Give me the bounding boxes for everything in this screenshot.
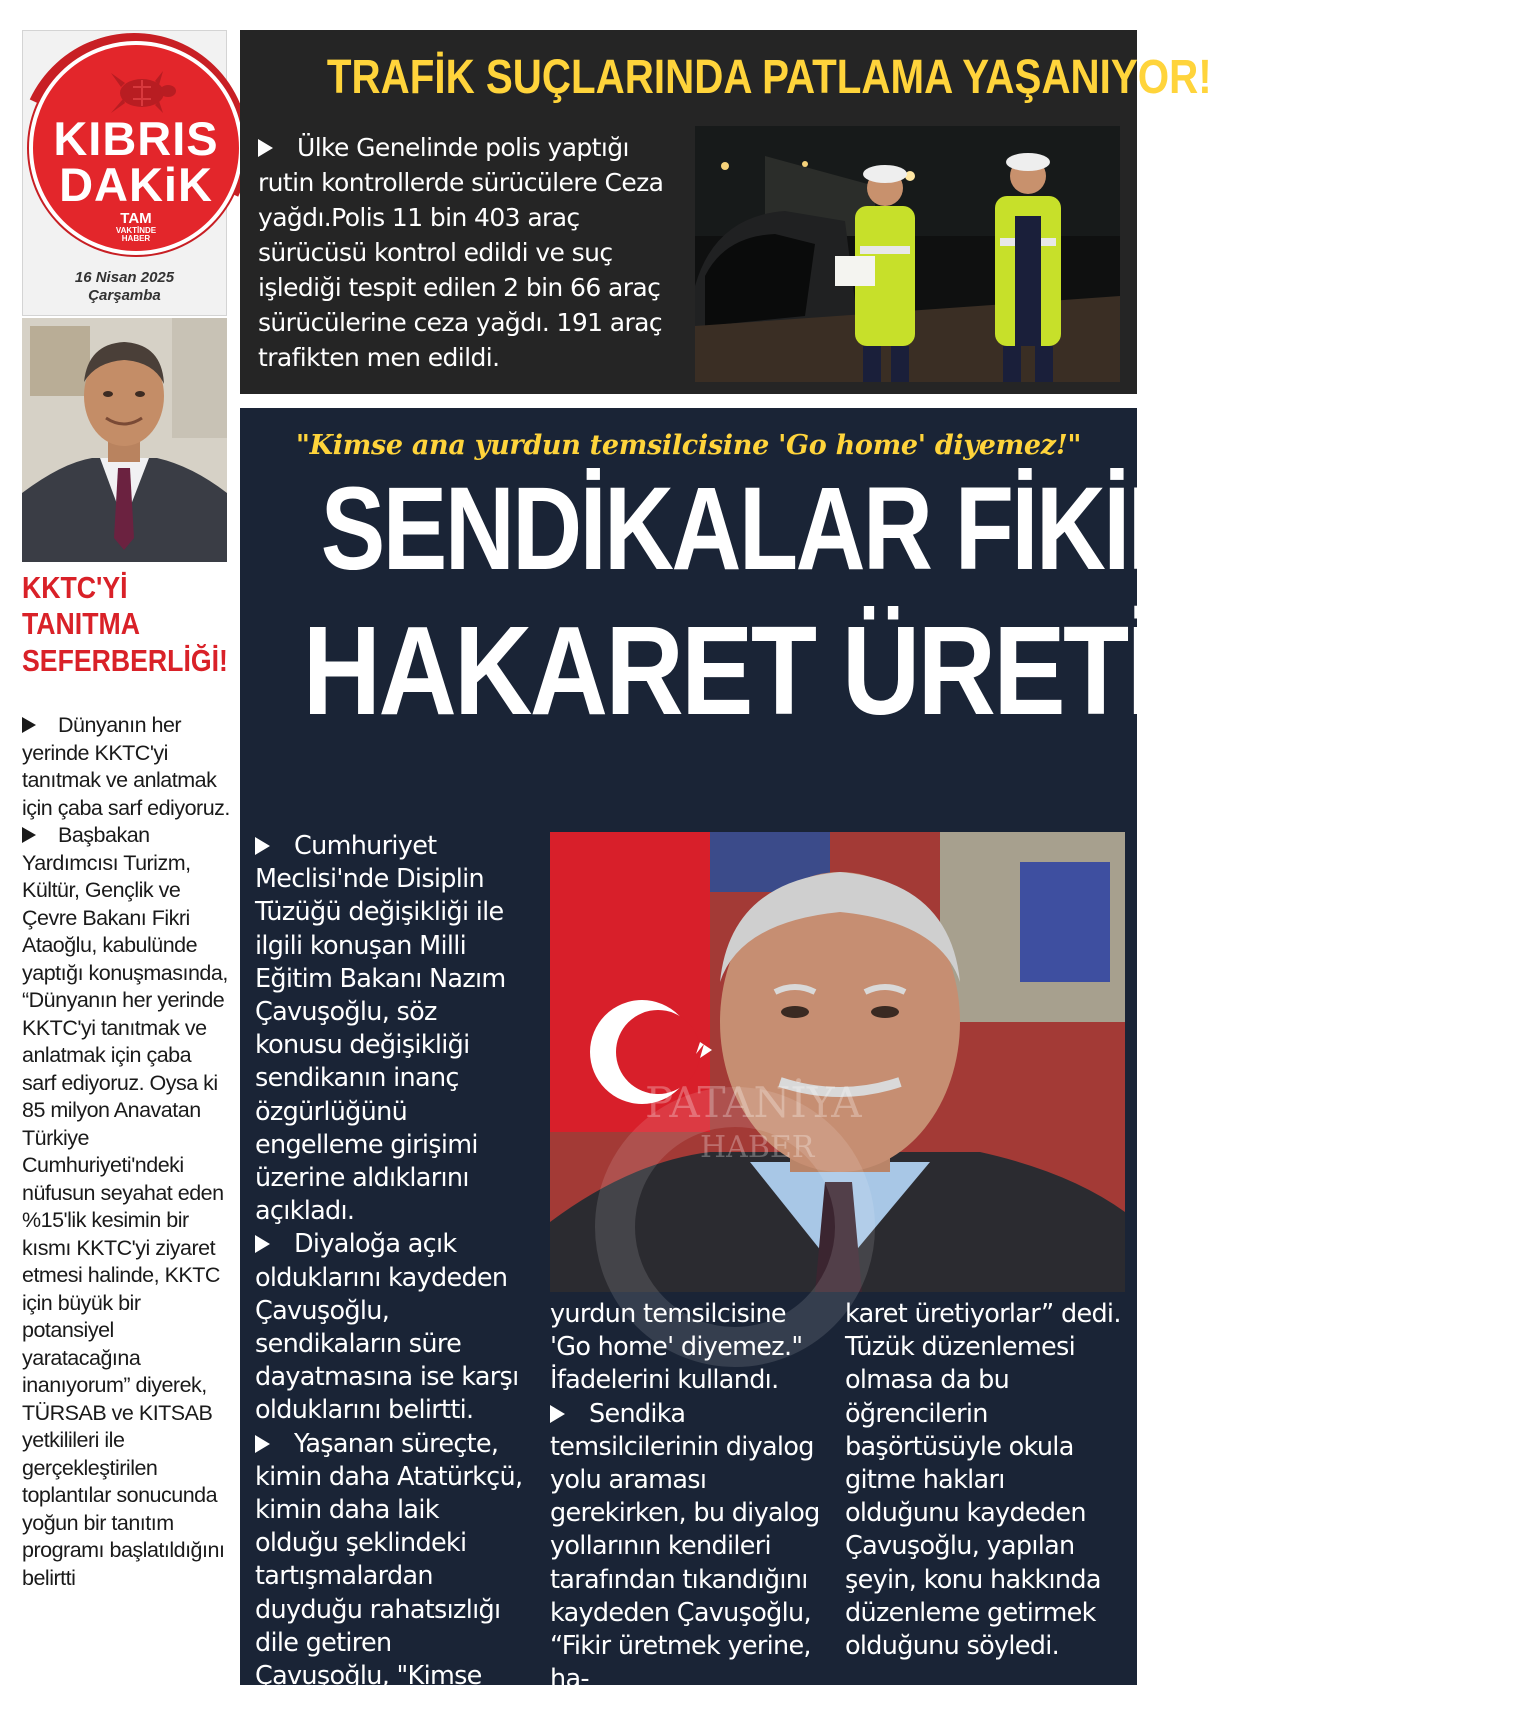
logo-tam: TAM <box>120 210 152 227</box>
bullet-icon <box>22 717 36 733</box>
article-paragraph-3 <box>255 1428 525 1726</box>
watermark-text: PATANİYA <box>645 1078 862 1127</box>
bullet-icon <box>255 1235 270 1253</box>
minister-portrait-photo <box>22 318 227 562</box>
article-paragraph-1-text: Cumhuriyet Meclisi'nde Disiplin Tüzüğü değişikliği ile ilgili konuşan Milli Eğitim Bakanı Nazım Çavuşoğlu, söz konusu değişikliği sendikanın inanç özgürlüğünü engelleme girişimi üzerine aldıklarını açıkladı. <box>255 831 506 1227</box>
main-story-quote: "Kimse ana yurdun temsilcisine 'Go home' diyemez!" <box>295 430 1082 461</box>
main-headline-line1: SENDİKALAR FİKİR, DEĞİL <box>320 463 1527 595</box>
main-story <box>240 408 1527 1725</box>
bullet-icon <box>22 827 36 843</box>
side-story-headline <box>22 570 228 679</box>
turtle-icon <box>105 69 179 115</box>
article-column-3 <box>845 1298 1125 1663</box>
top-story <box>240 30 1212 394</box>
article-column-1 <box>255 830 525 1726</box>
main-headline-line2: HAKARET ÜRETİYOR! <box>302 600 1415 741</box>
masthead <box>22 30 227 316</box>
traffic-police-photo <box>695 126 1120 382</box>
bullet-icon <box>255 1435 270 1453</box>
date-weekday: Çarşamba <box>88 287 161 304</box>
logo-word-kibris: KIBRIS <box>53 112 219 165</box>
article-column-2 <box>550 1298 825 1696</box>
main-story-headline <box>240 463 1527 741</box>
watermark-subtext: HABER <box>700 1130 815 1165</box>
side-paragraph-2 <box>22 822 230 1592</box>
top-story-headline: TRAFİK SUÇLARINDA PATLAMA YAŞANIYOR! <box>326 51 1212 104</box>
side-headline-line3: SEFERBERLİĞİ! <box>22 642 228 678</box>
side-paragraph-1 <box>22 712 230 822</box>
article-paragraph-4 <box>550 1398 825 1697</box>
logo-word-dakik: DAKiK <box>59 158 213 211</box>
side-paragraph-1-text: Dünyanın her yerinde KKTC'yi tanıtmak ve anlatmak için çaba sarf ediyoruz. <box>22 713 230 820</box>
minister-cavusoglu-photo <box>550 832 1125 1292</box>
article-paragraph-4-text: Sendika temsilcilerinin diyalog yolu araması gerekirken, bu diyalog yollarının kendileri tarafından tıkandığını kaydeden Çavuşoğlu, “Fikir üretmek yerine, ha- <box>550 1398 820 1695</box>
date-day: 16 Nisan 2025 <box>74 269 175 286</box>
side-headline-line2: TANITMA <box>22 606 140 642</box>
logo-tagline-line1: VAKTİNDE <box>115 226 157 235</box>
bullet-icon <box>550 1405 565 1423</box>
bullet-icon <box>255 837 270 855</box>
article-paragraph-3-continued: yurdun temsilcisine 'Go home' diyemez." İfadelerini kullandı. <box>550 1299 803 1396</box>
article-paragraph-2 <box>255 1228 525 1427</box>
publication-date <box>23 269 226 305</box>
top-story-body-text: Ülke Genelinde polis yaptığı rutin kontrollerde sürücülere Ceza yağdı.Polis 11 bin 403 araç sürücüsü kontrol edildi ve suç işlediği tespit edilen 2 bin 66 araç sürücülerine ceza yağdı. 191 araç trafikten men edildi. <box>258 133 664 372</box>
article-paragraph-3-text: Yaşanan süreçte, kimin daha Atatürkçü, kimin daha laik olduğu şeklindeki tartışmalardan duyduğu rahatsızlığı dile getiren Çavuşoğlu, "Kimse ana <box>255 1428 523 1725</box>
top-story-body <box>258 130 678 375</box>
article-paragraph-2-text: Diyaloğa açık olduklarını kaydeden Çavuşoğlu, sendikaların süre dayatmasına ise karşı olduklarını belirtti. <box>255 1229 519 1426</box>
article-paragraph-1 <box>255 830 525 1228</box>
side-paragraph-2-text: Başbakan Yardımcısı Turizm, Kültür, Gençlik ve Çevre Bakanı Fikri Ataoğlu, kabulünde yaptığı konuşmasında, “Dünyanın her yerinde KKTC'yi tanıtmak ve anlatmak için çaba sarf ediyoruz. Oysa ki 85 milyon Anavatan Türkiye Cumhuriyeti'ndeki nüfusun seyahat eden %15'lik kesimin bir kısmı KKTC'yi ziyaret etmesi halinde, KKTC için büyük bir potansiyel yaratacağına inanıyorum” diyerek, TÜRSAB ve KITSAB yetkilileri ile gerçekleştirilen toplantılar sonucunda yoğun bir tanıtım programı başlatıldığını belirtti <box>22 823 228 1590</box>
bullet-icon <box>258 139 273 157</box>
article-paragraph-5: Tüzük düzenlemesi olmasa da bu öğrencilerin başörtüsüyle okula gitme hakları olduğunu kaydeden Çavuşoğlu, yapılan şeyin, konu hakkında düzenleme getirmek olduğunu söyledi. <box>845 1332 1101 1662</box>
article-paragraph-4-continued: karet üretiyorlar” dedi. <box>845 1299 1121 1329</box>
logo <box>29 41 243 255</box>
logo-tagline <box>33 227 239 244</box>
side-headline-line1: KKTC'Yİ <box>22 570 128 605</box>
logo-tagline-line2: HABER <box>121 234 151 244</box>
side-story-body <box>22 712 230 1592</box>
